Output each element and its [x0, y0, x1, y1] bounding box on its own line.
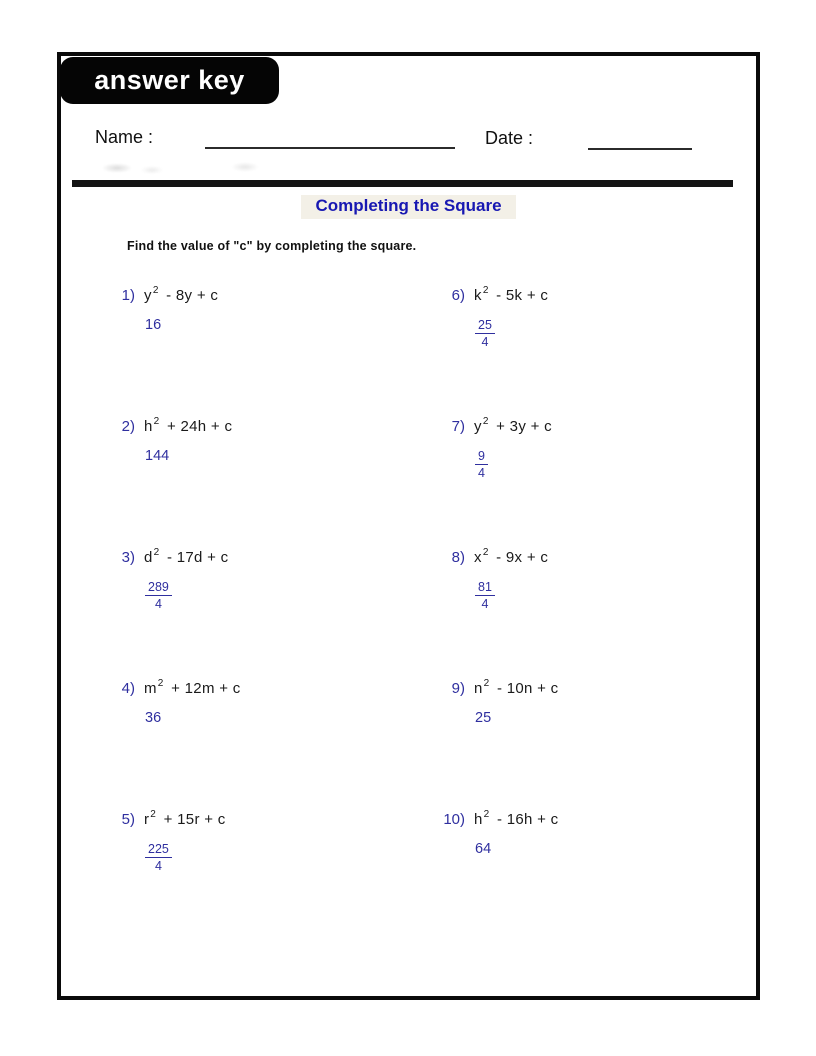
problem-item-3 — [105, 548, 435, 679]
problems-grid — [105, 286, 745, 941]
title-row — [61, 195, 756, 219]
problem-number: 10) — [443, 811, 465, 828]
problem-expression-line — [435, 679, 745, 697]
problem-number: 9) — [451, 680, 465, 697]
instruction-text: Find the value of "c" by completing the square. — [127, 239, 417, 253]
problem-item-5 — [105, 810, 435, 941]
problem-expression-line — [435, 286, 745, 304]
answer-fraction: $\frac{9}{4}$ — [475, 449, 488, 481]
problem-expression: $h^2 + 24h + c$ — [144, 416, 233, 435]
problem-expression: $n^2 - 10n + c$ — [474, 678, 559, 697]
exponent: 2 — [482, 285, 489, 296]
problem-expression: $k^2 - 5k + c$ — [474, 285, 549, 304]
problem-number: 8) — [451, 549, 465, 566]
problem-number: 2) — [121, 418, 135, 435]
exponent: 2 — [483, 809, 490, 820]
exponent: 2 — [482, 416, 489, 427]
problem-number: 7) — [451, 418, 465, 435]
problem-answer: 144 — [145, 448, 170, 464]
problem-expression: $x^2 - 9x + c$ — [474, 547, 549, 566]
problem-item-10 — [435, 810, 745, 941]
problem-number: 6) — [451, 287, 465, 304]
problem-answer: 16 — [145, 317, 162, 333]
exponent: 2 — [482, 547, 489, 558]
problem-item-7 — [435, 417, 745, 548]
problem-expression: $r^2 + 15r + c$ — [144, 809, 226, 828]
problem-answer: 64 — [475, 841, 492, 857]
problem-answer — [475, 579, 745, 612]
problem-expression-line — [435, 810, 745, 828]
exponent: 2 — [150, 809, 157, 820]
problem-item-2 — [105, 417, 435, 548]
ghost-smudge-artifact — [97, 158, 277, 178]
page-title: Completing the Square — [301, 195, 515, 219]
answer-fraction: $\frac{225}{4}$ — [145, 842, 172, 874]
answer-fraction: $\frac{81}{4}$ — [475, 580, 495, 612]
problem-item-8 — [435, 548, 745, 679]
date-blank-line — [588, 132, 692, 150]
exponent: 2 — [157, 678, 164, 689]
exponent: 2 — [483, 678, 490, 689]
exponent: 2 — [153, 547, 160, 558]
problem-expression-line — [435, 548, 745, 566]
date-label: Date : — [485, 128, 534, 148]
problem-expression-line — [105, 679, 435, 697]
problem-item-6 — [435, 286, 745, 417]
answer-fraction: $\frac{25}{4}$ — [475, 318, 495, 350]
problem-expression: $y^2 + 3y + c$ — [474, 416, 552, 435]
problem-expression: $m^2 + 12m + c$ — [144, 678, 241, 697]
problem-number: 5) — [121, 811, 135, 828]
problem-answer — [145, 579, 435, 612]
problem-item-9 — [435, 679, 745, 810]
problem-answer — [475, 317, 745, 350]
problem-expression: $d^2 - 17d + c$ — [144, 547, 229, 566]
name-blank-line — [205, 131, 455, 149]
answer-key-badge-label: answer key — [94, 65, 245, 95]
exponent: 2 — [152, 285, 159, 296]
problem-expression-line — [435, 417, 745, 435]
problem-number: 3) — [121, 549, 135, 566]
problem-item-1 — [105, 286, 435, 417]
problem-answer — [145, 841, 435, 874]
problem-expression-line — [105, 286, 435, 304]
problem-answer: 25 — [475, 710, 492, 726]
problem-expression-line — [105, 548, 435, 566]
name-label: Name : — [95, 127, 154, 147]
problem-number: 4) — [121, 680, 135, 697]
answer-key-badge — [60, 57, 279, 104]
problem-expression: $h^2 - 16h + c$ — [474, 809, 559, 828]
answer-fraction: $\frac{289}{4}$ — [145, 580, 172, 612]
problem-expression-line — [105, 417, 435, 435]
double-rule-divider — [72, 180, 733, 187]
problem-expression-line — [105, 810, 435, 828]
problem-item-4 — [105, 679, 435, 810]
exponent: 2 — [153, 416, 160, 427]
problem-answer — [475, 448, 745, 481]
problem-expression: $y^2 - 8y + c$ — [144, 285, 219, 304]
problem-number: 1) — [121, 287, 135, 304]
problem-answer: 36 — [145, 710, 162, 726]
